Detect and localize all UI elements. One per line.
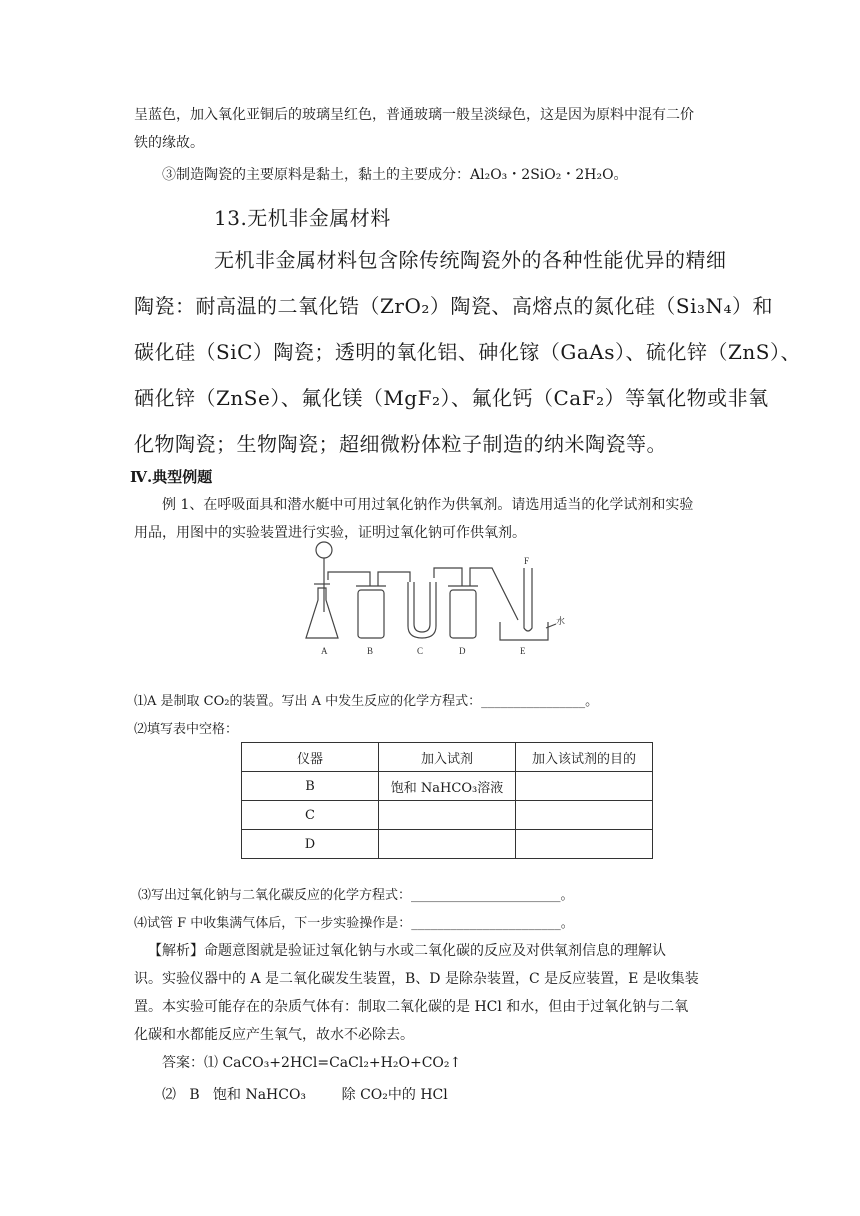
table-header: 仪器 bbox=[242, 743, 379, 772]
label-a: A bbox=[321, 646, 328, 656]
question-3: ⑶写出过氧化钠与二氧化碳反应的化学方程式：_______________________。 bbox=[138, 888, 574, 903]
test-tube-f bbox=[524, 568, 532, 631]
table-row bbox=[242, 801, 653, 830]
paragraph-ceramic: ③制造陶瓷的主要原料是黏土，黏土的主要成分：Al₂O₃・2SiO₂・2H₂O。 bbox=[162, 167, 628, 183]
apparatus-figure bbox=[300, 538, 566, 660]
label-b: B bbox=[367, 646, 374, 656]
label-water: 水 bbox=[556, 616, 566, 626]
table-header-row bbox=[242, 743, 653, 772]
section-13-line-1: 无机非金属材料包含除传统陶瓷外的各种性能优异的精细 bbox=[214, 248, 727, 272]
question-2: ⑵填写表中空格： bbox=[134, 722, 239, 737]
table-cell: 饱和 NaHCO₃溶液 bbox=[379, 772, 516, 801]
label-d: D bbox=[459, 646, 466, 656]
paragraph-glass-line-1: 呈蓝色，加入氧化亚铜后的玻璃呈红色，普通玻璃一般呈淡绿色，这是因为原料中混有二价 bbox=[134, 107, 694, 123]
table-row bbox=[242, 830, 653, 859]
answer-1: 答案：⑴ CaCO₃+2HCl=CaCl₂+H₂O+CO₂↑ bbox=[162, 1055, 462, 1071]
analysis-line-2: 识。实验仪器中的 A 是二氧化碳发生装置，B、D 是除杂装置，C 是反应装置，E 是收集装 bbox=[134, 971, 699, 987]
answer-2: ⑵ B 饱和 NaHCO₃ 除 CO₂中的 HCl bbox=[162, 1087, 448, 1103]
label-f: F bbox=[524, 556, 530, 566]
table-cell: B bbox=[242, 772, 379, 801]
label-c: C bbox=[417, 646, 424, 656]
section-4-title: Ⅳ.典型例题 bbox=[130, 468, 213, 486]
table-header: 加入该试剂的目的 bbox=[516, 743, 653, 772]
table-header: 加入试剂 bbox=[379, 743, 516, 772]
section-13-line-4: 硒化锌（ZnSe）、氟化镁（MgF₂）、氟化钙（CaF₂）等氧化物或非氧 bbox=[134, 386, 769, 410]
analysis-line-3: 置。本实验可能存在的杂质气体有：制取二氧化碳的是 HCl 和水，但由于过氧化钠与二氧 bbox=[134, 999, 689, 1015]
table-cell bbox=[379, 830, 516, 859]
flask-a bbox=[306, 588, 338, 638]
table-cell bbox=[516, 830, 653, 859]
bottle-d bbox=[450, 590, 476, 638]
section-13-line-3: 碳化硅（SiC）陶瓷；透明的氧化铝、砷化镓（GaAs）、硫化锌（ZnS）、 bbox=[134, 340, 801, 364]
table-cell: D bbox=[242, 830, 379, 859]
table-cell: C bbox=[242, 801, 379, 830]
question-4: ⑷试管 F 中收集满气体后，下一步实验操作是：_______________________。 bbox=[134, 916, 574, 931]
question-1: ⑴A 是制取 CO₂的装置。写出 A 中发生反应的化学方程式：________________。 bbox=[134, 694, 599, 709]
example-1-line-1: 例 1、在呼吸面具和潜水艇中可用过氧化钠作为供氧剂。请选用适当的化学试剂和实验 bbox=[162, 497, 694, 513]
table-cell bbox=[516, 801, 653, 830]
analysis-line-1: 【解析】命题意图就是验证过氧化钠与水或二氧化碳的反应及对供氧剂信息的理解认 bbox=[148, 943, 666, 959]
example-1-line-2: 用品，用图中的实验装置进行实验，证明过氧化钠可作供氧剂。 bbox=[134, 525, 526, 541]
section-13-line-2: 陶瓷：耐高温的二氧化锆（ZrO₂）陶瓷、高熔点的氮化硅（Si₃N₄）和 bbox=[134, 294, 774, 318]
analysis-line-4: 化碳和水都能反应产生氧气，故水不必除去。 bbox=[134, 1027, 414, 1043]
paragraph-glass-line-2: 铁的缘故。 bbox=[134, 135, 204, 151]
table-cell bbox=[516, 772, 653, 801]
section-13-line-5: 化物陶瓷；生物陶瓷；超细微粉体粒子制造的纳米陶瓷等。 bbox=[134, 432, 667, 456]
table-row bbox=[242, 772, 653, 801]
label-e: E bbox=[520, 646, 526, 656]
bottle-b bbox=[358, 590, 384, 638]
table-cell bbox=[379, 801, 516, 830]
separatory-funnel bbox=[316, 542, 332, 558]
u-tube-c bbox=[408, 582, 436, 638]
reagent-table bbox=[241, 742, 653, 859]
section-13-title: 13.无机非金属材料 bbox=[214, 206, 391, 230]
